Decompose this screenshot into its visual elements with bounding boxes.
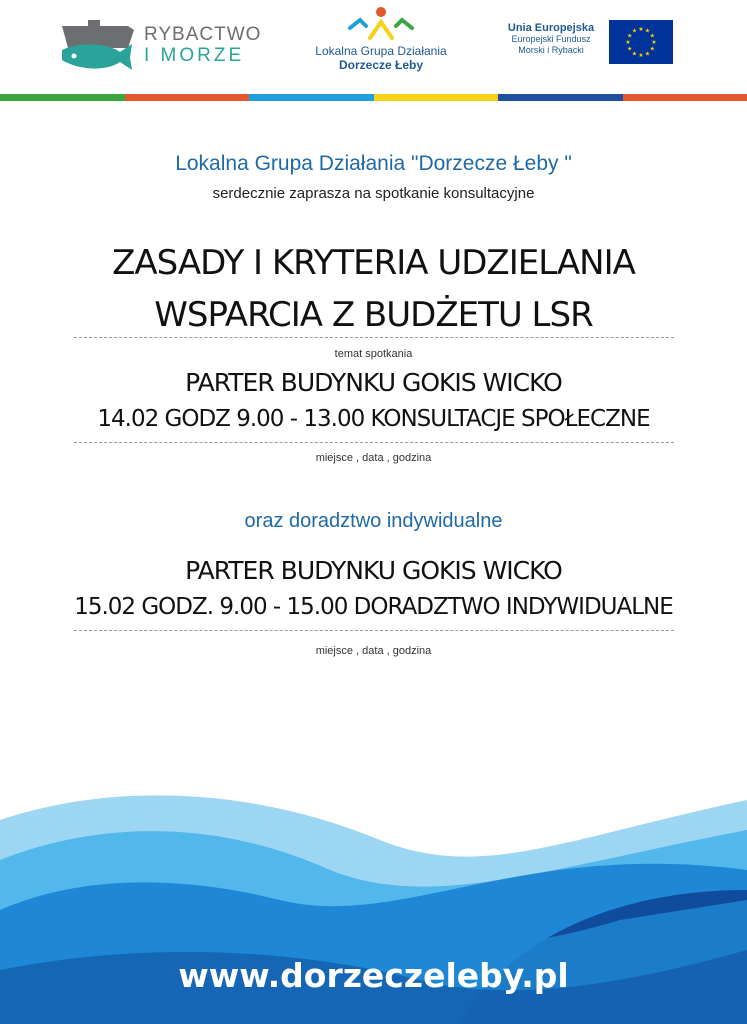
eu-star-icon: ★ <box>625 40 631 46</box>
eu-star-icon: ★ <box>649 33 655 40</box>
divider <box>74 337 674 338</box>
eu-star-icon: ★ <box>638 53 644 59</box>
stripe-dark-blue <box>498 94 623 101</box>
stripe-red-orange <box>623 94 747 101</box>
rybactwo-i-morze-logo <box>58 18 268 70</box>
meeting1-place: PARTER BUDYNKU GOKIS WICKO <box>185 368 562 397</box>
eu-star-icon: ★ <box>631 51 638 58</box>
eu-flag-icon <box>609 20 673 64</box>
lgd-logo-line1: Lokalna Grupa Działania <box>315 44 447 58</box>
eu-star-icon: ★ <box>649 46 655 53</box>
eu-logo-title: Unia Europejska <box>507 22 595 34</box>
fish-ship-icon <box>58 18 142 70</box>
lgd-dorzecze-leby-logo <box>296 6 466 80</box>
lgd-logo-line2: Dorzecze Łeby <box>338 58 424 72</box>
stripe-yellow <box>374 94 499 101</box>
eu-star-icon: ★ <box>651 40 657 46</box>
meeting-title-line2: WSPARCIA Z BUDŻETU LSR <box>154 295 593 335</box>
meeting2-details: 15.02 GODZ. 9.00 - 15.00 DORADZTWO INDYWIDUALNE <box>74 594 673 620</box>
rybactwo-logo-line2: I MORZE <box>144 45 245 66</box>
eu-star-icon: ★ <box>644 51 651 58</box>
rybactwo-logo-line1: RYBACTWO <box>144 24 262 45</box>
organization-name: Lokalna Grupa Działania "Dorzecze Łeby " <box>175 152 572 175</box>
eu-star-icon: ★ <box>627 46 633 53</box>
also-text: oraz doradztwo indywidualne <box>244 510 503 532</box>
eu-star-icon: ★ <box>631 28 638 35</box>
eu-star-icon: ★ <box>638 27 644 33</box>
meeting2-label: miejsce , data , godzina <box>315 645 432 657</box>
eu-logo-line2: Morski i Rybacki <box>518 45 584 55</box>
website-url[interactable]: www.dorzeczeleby.pl <box>178 956 569 995</box>
divider <box>74 630 674 631</box>
divider <box>74 442 674 443</box>
eu-logo-text <box>497 22 605 56</box>
topic-label: temat spotkania <box>334 348 413 360</box>
color-stripe-bar <box>0 94 747 101</box>
stripe-light-blue <box>249 94 374 101</box>
eu-logo <box>497 20 677 68</box>
eu-logo-line1: Europejski Fundusz <box>511 34 591 44</box>
stripe-green <box>0 94 125 101</box>
stripe-orange <box>125 94 250 101</box>
eu-star-icon: ★ <box>627 33 633 40</box>
eu-star-icon: ★ <box>644 28 651 35</box>
people-emblem-icon <box>346 6 416 42</box>
meeting2-place: PARTER BUDYNKU GOKIS WICKO <box>185 556 562 585</box>
invitation-text: serdecznie zaprasza na spotkanie konsultacyjne <box>212 185 535 202</box>
header <box>0 0 747 100</box>
meeting1-details: 14.02 GODZ 9.00 - 13.00 KONSULTACJE SPOŁECZNE <box>97 406 650 432</box>
meeting1-label: miejsce , data , godzina <box>315 452 432 464</box>
meeting-title-line1: ZASADY I KRYTERIA UDZIELANIA <box>112 243 635 283</box>
